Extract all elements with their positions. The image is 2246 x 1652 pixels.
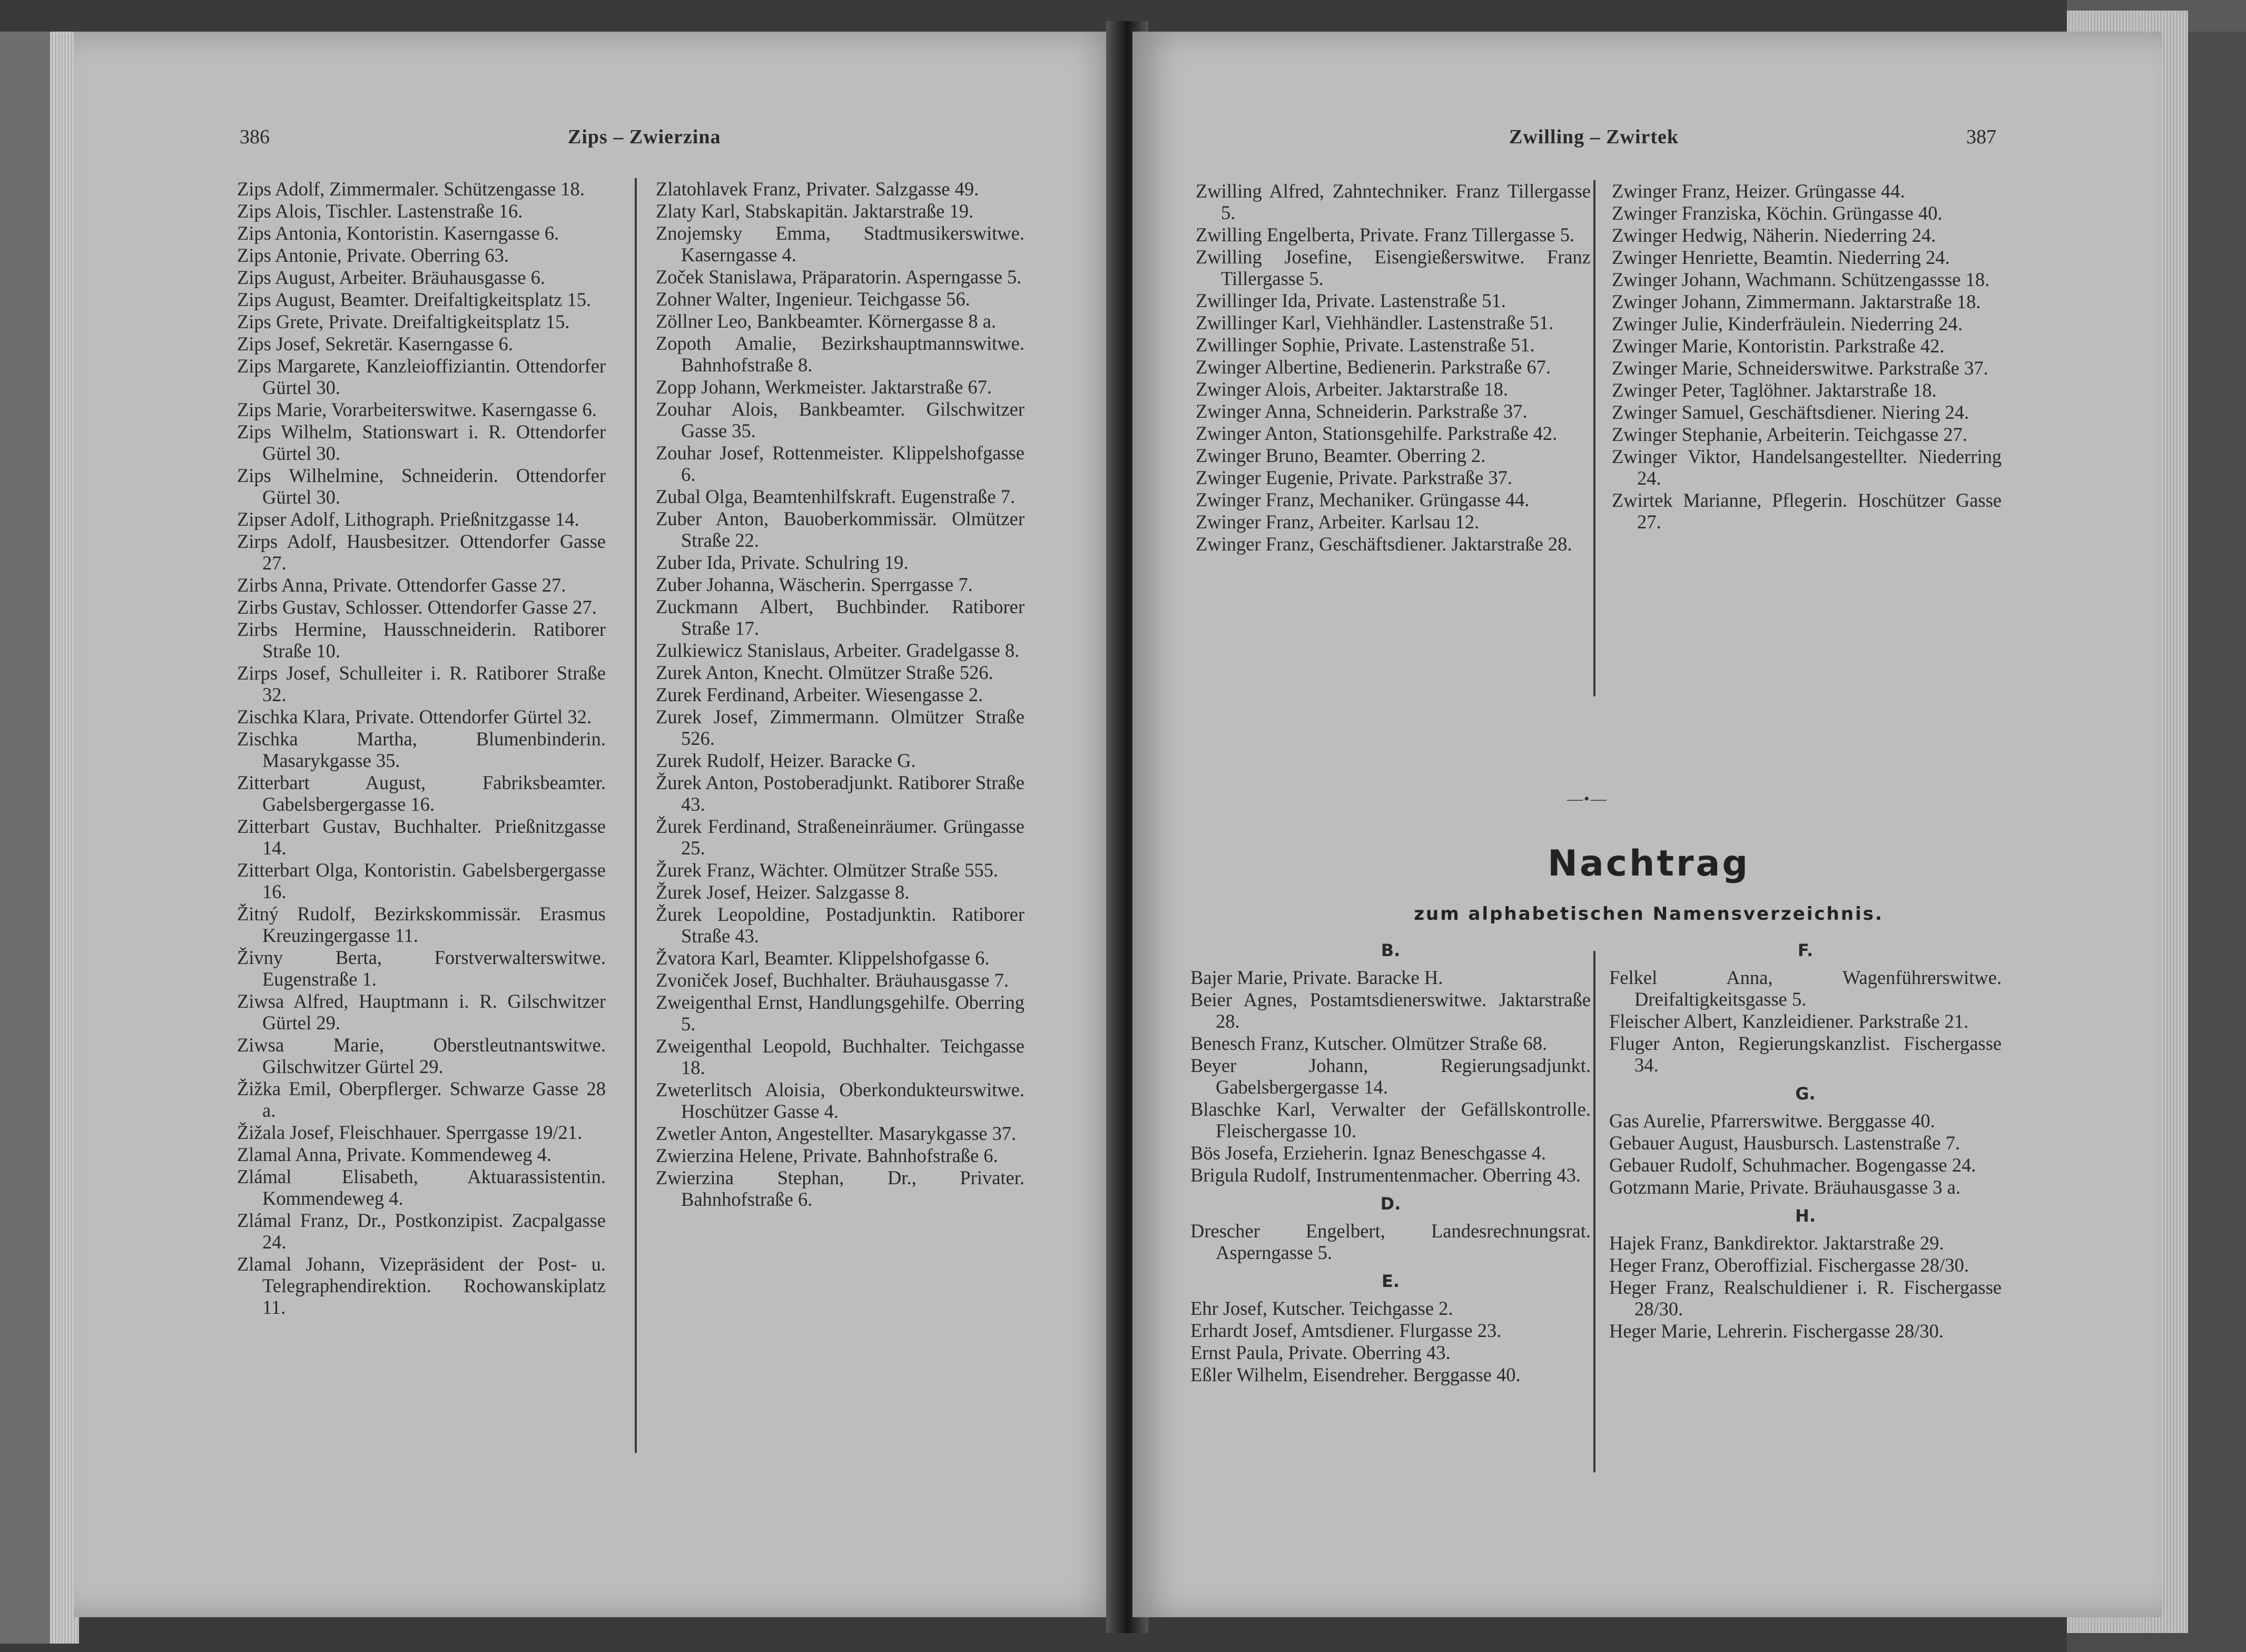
column-divider: [1593, 180, 1595, 696]
directory-entry: Zwinger Franziska, Köchin. Grüngasse 40.: [1612, 202, 1943, 224]
letter-heading: B.: [1381, 940, 1401, 960]
directory-entry: Zips August, Arbeiter. Bräuhausgasse 6.: [237, 267, 545, 288]
directory-entry: Zips August, Beamter. Dreifaltigkeitsplatz 15.: [237, 289, 592, 310]
directory-entry: Bös Josefa, Erzieherin. Ignaz Beneschgasse 4.: [1190, 1142, 1546, 1164]
directory-entry: Zwinger Bruno, Beamter. Oberring 2.: [1196, 445, 1486, 466]
directory-entry: Zwinger Henriette, Beamtin. Niederring 24.: [1612, 247, 1950, 268]
directory-entry: Zwierzina Helene, Private. Bahnhofstraße 6.: [656, 1145, 998, 1166]
right-page: [1132, 32, 2162, 1617]
directory-entry: Zwilling Engelberta, Private. Franz Tillergasse 5.: [1196, 224, 1575, 245]
directory-entry: Blaschke Karl, Verwalter der Gefällskontrolle. Fleischergasse 10.: [1190, 1098, 1591, 1142]
directory-entry: Zopp Johann, Werkmeister. Jaktarstraße 67.: [656, 376, 992, 398]
directory-entry: Zwinger Hedwig, Näherin. Niederring 24.: [1612, 224, 1936, 246]
supplement-title: Nachtrag: [1547, 843, 1750, 884]
directory-entry: Bajer Marie, Private. Baracke H.: [1190, 967, 1443, 988]
directory-entry: Zlámal Franz, Dr., Postkonzipist. Zacpalgasse 24.: [237, 1210, 606, 1253]
directory-entry: Zwinger Johann, Wachmann. Schützengassse 18.: [1612, 269, 1990, 290]
directory-entry: Benesch Franz, Kutscher. Olmützer Straße 68.: [1190, 1032, 1548, 1054]
directory-entry: Gebauer August, Hausbursch. Lastenstraße 7.: [1609, 1132, 1960, 1154]
page-number-left: 386: [240, 126, 270, 148]
directory-entry: Zwinger Marie, Kontoristin. Parkstraße 42.: [1612, 335, 1945, 357]
directory-entry: Žurek Anton, Postoberadjunkt. Ratiborer Straße 43.: [656, 772, 1025, 815]
running-head-right: Zwilling – Zwirtek: [1509, 126, 1679, 148]
directory-entry: Zuber Anton, Bauoberkommissär. Olmützer Straße 22.: [656, 508, 1025, 551]
directory-entry: Zitterbart Olga, Kontoristin. Gabelsbergergasse 16.: [237, 859, 606, 902]
column-divider: [635, 178, 637, 1453]
directory-entry: Zips Wilhelmine, Schneiderin. Ottendorfer Gürtel 30.: [237, 465, 606, 508]
left-page: [74, 32, 1122, 1617]
directory-entry: Zouhar Josef, Rottenmeister. Klippelshofgasse 6.: [656, 442, 1025, 485]
directory-entry: Zlamal Anna, Private. Kommendeweg 4.: [237, 1144, 552, 1165]
directory-entry: Zwinger Franz, Geschäftsdiener. Jaktarstraße 28.: [1196, 533, 1572, 555]
directory-entry: Gotzmann Marie, Private. Bräuhausgasse 3 a.: [1609, 1176, 1961, 1198]
directory-entry: Zulkiewicz Stanislaus, Arbeiter. Gradelgasse 8.: [656, 640, 1020, 661]
directory-entry: Zuber Johanna, Wäscherin. Sperrgasse 7.: [656, 574, 973, 595]
directory-entry: Zurek Josef, Zimmermann. Olmützer Straße 526.: [656, 706, 1025, 749]
directory-entry: Zips Marie, Vorarbeiterswitwe. Kaserngasse 6.: [237, 399, 597, 420]
right-column-2: [1612, 180, 2002, 533]
directory-entry: Heger Franz, Oberoffizial. Fischergasse 28/30.: [1609, 1254, 1969, 1276]
directory-entry: Zwinger Alois, Arbeiter. Jaktarstraße 18.: [1196, 378, 1508, 400]
directory-entry: Žižka Emil, Oberpflerger. Schwarze Gasse 28 a.: [237, 1078, 606, 1121]
directory-entry: Zwinger Albertine, Bedienerin. Parkstraße 67.: [1196, 356, 1551, 378]
directory-entry: Zirps Josef, Schulleiter i. R. Ratiborer Straße 32.: [237, 662, 606, 705]
section-ornament: —•—: [1567, 790, 1608, 808]
directory-entry: Zirbs Hermine, Hausschneiderin. Ratiborer Straße 10.: [237, 618, 606, 662]
directory-entry: Zwinger Marie, Schneiderswitwe. Parkstraße 37.: [1612, 357, 1988, 379]
directory-entry: Zirbs Gustav, Schlosser. Ottendorfer Gasse 27.: [237, 596, 597, 618]
directory-entry: Zwinger Stephanie, Arbeiterin. Teichgasse 27.: [1612, 424, 1967, 445]
directory-entry: Zips Margarete, Kanzleioffiziantin. Ottendorfer Gürtel 30.: [237, 355, 606, 398]
directory-entry: Zuckmann Albert, Buchbinder. Ratiborer Straße 17.: [656, 596, 1025, 639]
directory-entry: Zwinger Johann, Zimmermann. Jaktarstraße 18.: [1612, 291, 1981, 312]
directory-entry: Brigula Rudolf, Instrumentenmacher. Oberring 43.: [1190, 1164, 1581, 1186]
supplement-subtitle: zum alphabetischen Namensverzeichnis.: [1414, 903, 1884, 925]
directory-entry: Žitný Rudolf, Bezirkskommissär. Erasmus Kreuzingergasse 11.: [237, 903, 606, 946]
directory-entry: Zwillinger Sophie, Private. Lastenstraße 51.: [1196, 334, 1535, 356]
directory-entry: Ehr Josef, Kutscher. Teichgasse 2.: [1190, 1297, 1453, 1319]
directory-entry: Žurek Franz, Wächter. Olmützer Straße 555.: [656, 859, 999, 881]
directory-entry: Zweterlitsch Aloisia, Oberkondukteurswitwe. Hoschützer Gasse 4.: [656, 1079, 1025, 1122]
directory-entry: Zubal Olga, Beamtenhilfskraft. Eugenstraße 7.: [656, 486, 1016, 507]
directory-entry: Zwinger Eugenie, Private. Parkstraße 37.: [1196, 467, 1513, 488]
directory-entry: Heger Franz, Realschuldiener i. R. Fischergasse 28/30.: [1609, 1276, 2002, 1320]
directory-entry: Zitterbart August, Fabriksbeamter. Gabelsbergergasse 16.: [237, 772, 606, 815]
letter-heading: F.: [1797, 940, 1814, 960]
directory-entry: Živny Berta, Forstverwalterswitwe. Eugenstraße 1.: [237, 947, 606, 990]
directory-entry: Zurek Ferdinand, Arbeiter. Wiesengasse 2.: [656, 684, 983, 705]
directory-entry: Žurek Josef, Heizer. Salzgasse 8.: [656, 881, 910, 903]
directory-entry: Beyer Johann, Regierungsadjunkt. Gabelsbergergasse 14.: [1190, 1055, 1591, 1098]
directory-entry: Zwinger Julie, Kinderfräulein. Niederring 24.: [1612, 313, 1963, 335]
left-column-2: [656, 178, 1025, 1211]
directory-entry: Zwinger Franz, Arbeiter. Karlsau 12.: [1196, 511, 1480, 533]
directory-entry: Zips Adolf, Zimmermaler. Schützengasse 18.: [237, 178, 585, 200]
right-column-1: [1196, 180, 1591, 555]
running-head-left: Zips – Zwierzina: [568, 126, 721, 148]
directory-entry: Zwilling Alfred, Zahntechniker. Franz Tillergasse 5.: [1196, 180, 1591, 223]
directory-entry: Zips Antonie, Private. Oberring 63.: [237, 244, 509, 266]
directory-entry: Zopoth Amalie, Bezirkshauptmannswitwe. Bahnhofstraße 8.: [656, 332, 1025, 376]
directory-entry: Zwinger Anton, Stationsgehilfe. Parkstraße 42.: [1196, 422, 1558, 444]
directory-entry: Zlámal Elisabeth, Aktuarassistentin. Kommendeweg 4.: [237, 1166, 606, 1209]
column-divider: [1593, 951, 1595, 1472]
directory-entry: Gebauer Rudolf, Schuhmacher. Bogengasse 24.: [1609, 1154, 1976, 1176]
directory-entry: Zips Grete, Private. Dreifaltigkeitsplatz 15.: [237, 311, 570, 332]
directory-entry: Zohner Walter, Ingenieur. Teichgasse 56.: [656, 288, 970, 310]
directory-entry: Fleischer Albert, Kanzleidiener. Parkstraße 21.: [1609, 1010, 1969, 1032]
directory-entry: Žižala Josef, Fleischhauer. Sperrgasse 19/21.: [237, 1122, 583, 1143]
letter-heading: G.: [1795, 1084, 1816, 1104]
directory-entry: Zwilling Josefine, Eisengießerswitwe. Franz Tillergasse 5.: [1196, 246, 1591, 289]
book-cover-left: [0, 32, 79, 1644]
directory-entry: Ziwsa Alfred, Hauptmann i. R. Gilschwitzer Gürtel 29.: [237, 990, 606, 1034]
directory-entry: Zwirtek Marianne, Pflegerin. Hoschützer Gasse 27.: [1612, 489, 2002, 533]
letter-heading: D.: [1380, 1194, 1401, 1214]
directory-entry: Zischka Klara, Private. Ottendorfer Gürtel 32.: [237, 706, 592, 727]
directory-entry: Zlaty Karl, Stabskapitän. Jaktarstraße 19.: [656, 200, 974, 222]
directory-entry: Beier Agnes, Postamtsdienerswitwe. Jaktarstraße 28.: [1190, 989, 1591, 1032]
left-column-1: [237, 178, 606, 1319]
directory-entry: Zwinger Anna, Schneiderin. Parkstraße 37.: [1196, 400, 1528, 422]
directory-entry: Žvatora Karl, Beamter. Klippelshofgasse 6.: [656, 947, 990, 969]
directory-entry: Zips Alois, Tischler. Lastenstraße 16.: [237, 200, 523, 222]
directory-entry: Hajek Franz, Bankdirektor. Jaktarstraße 29.: [1609, 1232, 1944, 1254]
directory-entry: Žurek Leopoldine, Postadjunktin. Ratiborer Straße 43.: [656, 903, 1025, 947]
directory-entry: Zirbs Anna, Private. Ottendorfer Gasse 27.: [237, 574, 566, 596]
directory-entry: Zurek Rudolf, Heizer. Baracke G.: [656, 750, 916, 771]
directory-entry: Eßler Wilhelm, Eisendreher. Berggasse 40.: [1190, 1364, 1521, 1385]
directory-entry: Žurek Ferdinand, Straßeneinräumer. Grüngasse 25.: [656, 815, 1025, 859]
letter-heading: E.: [1381, 1271, 1400, 1291]
directory-entry: Ernst Paula, Private. Oberring 43.: [1190, 1342, 1451, 1363]
directory-entry: Zwinger Samuel, Geschäftsdiener. Niering 24.: [1612, 401, 1969, 423]
directory-entry: Zips Josef, Sekretär. Kaserngasse 6.: [237, 333, 514, 355]
page-number-right: 387: [1966, 126, 1996, 148]
directory-entry: Zischka Martha, Blumenbinderin. Masarykgasse 35.: [237, 728, 606, 771]
directory-entry: Zlamal Johann, Vizepräsident der Post- u. Telegraphendirektion. Rochowanskiplatz 11.: [237, 1253, 606, 1318]
directory-entry: Zwillinger Karl, Viehhändler. Lastenstraße 51.: [1196, 312, 1554, 333]
directory-entry: Erhardt Josef, Amtsdiener. Flurgasse 23.: [1190, 1320, 1502, 1341]
directory-entry: Zwinger Peter, Taglöhner. Jaktarstraße 18.: [1612, 379, 1937, 401]
directory-entry: Zöllner Leo, Bankbeamter. Körnergasse 8 a.: [656, 310, 996, 332]
directory-entry: Zirps Adolf, Hausbesitzer. Ottendorfer Gasse 27.: [237, 530, 606, 574]
directory-entry: Zuber Ida, Private. Schulring 19.: [656, 552, 909, 573]
directory-entry: Felkel Anna, Wagenführerswitwe. Dreifaltigkeitsgasse 5.: [1609, 967, 2002, 1010]
directory-entry: Znojemsky Emma, Stadtmusikerswitwe. Kaserngasse 4.: [656, 222, 1025, 266]
directory-entry: Gas Aurelie, Pfarrerswitwe. Berggasse 40.: [1609, 1110, 1935, 1132]
directory-entry: Zips Wilhelm, Stationswart i. R. Ottendorfer Gürtel 30.: [237, 421, 606, 464]
directory-entry: Zwinger Viktor, Handelsangestellter. Niederring 24.: [1612, 446, 2002, 489]
directory-entry: Drescher Engelbert, Landesrechnungsrat. Asperngasse 5.: [1190, 1220, 1591, 1263]
directory-entry: Ziwsa Marie, Oberstleutnantswitwe. Gilschwitzer Gürtel 29.: [237, 1034, 606, 1077]
directory-entry: Fluger Anton, Regierungskanzlist. Fischergasse 34.: [1609, 1032, 2002, 1076]
directory-entry: Zwillinger Ida, Private. Lastenstraße 51.: [1196, 290, 1506, 311]
directory-entry: Zwinger Franz, Mechaniker. Grüngasse 44.: [1196, 489, 1530, 510]
directory-entry: Zlatohlavek Franz, Privater. Salzgasse 49.: [656, 178, 979, 200]
letter-heading: H.: [1795, 1206, 1816, 1226]
directory-entry: Zouhar Alois, Bankbeamter. Gilschwitzer Gasse 35.: [656, 398, 1025, 441]
directory-entry: Zipser Adolf, Lithograph. Prießnitzgasse 14.: [237, 508, 579, 530]
directory-entry: Zips Antonia, Kontoristin. Kaserngasse 6.: [237, 222, 559, 244]
directory-entry: Zvoniček Josef, Buchhalter. Bräuhausgasse 7.: [656, 969, 1009, 991]
directory-entry: Zwierzina Stephan, Dr., Privater. Bahnhofstraße 6.: [656, 1167, 1025, 1210]
directory-entry: Zitterbart Gustav, Buchhalter. Prießnitzgasse 14.: [237, 815, 606, 859]
directory-entry: Zoček Stanislawa, Präparatorin. Asperngasse 5.: [656, 266, 1022, 288]
directory-entry: Zweigenthal Leopold, Buchhalter. Teichgasse 18.: [656, 1035, 1025, 1078]
directory-entry: Zwinger Franz, Heizer. Grüngasse 44.: [1612, 180, 1905, 202]
directory-entry: Zwetler Anton, Angestellter. Masarykgasse 37.: [656, 1123, 1017, 1144]
directory-entry: Zweigenthal Ernst, Handlungsgehilfe. Oberring 5.: [656, 991, 1025, 1035]
directory-entry: Heger Marie, Lehrerin. Fischergasse 28/30.: [1609, 1320, 1944, 1342]
supplement-right-column: [1609, 932, 2002, 1342]
supplement-left-column: [1190, 932, 1591, 1386]
directory-entry: Zurek Anton, Knecht. Olmützer Straße 526.: [656, 662, 993, 683]
